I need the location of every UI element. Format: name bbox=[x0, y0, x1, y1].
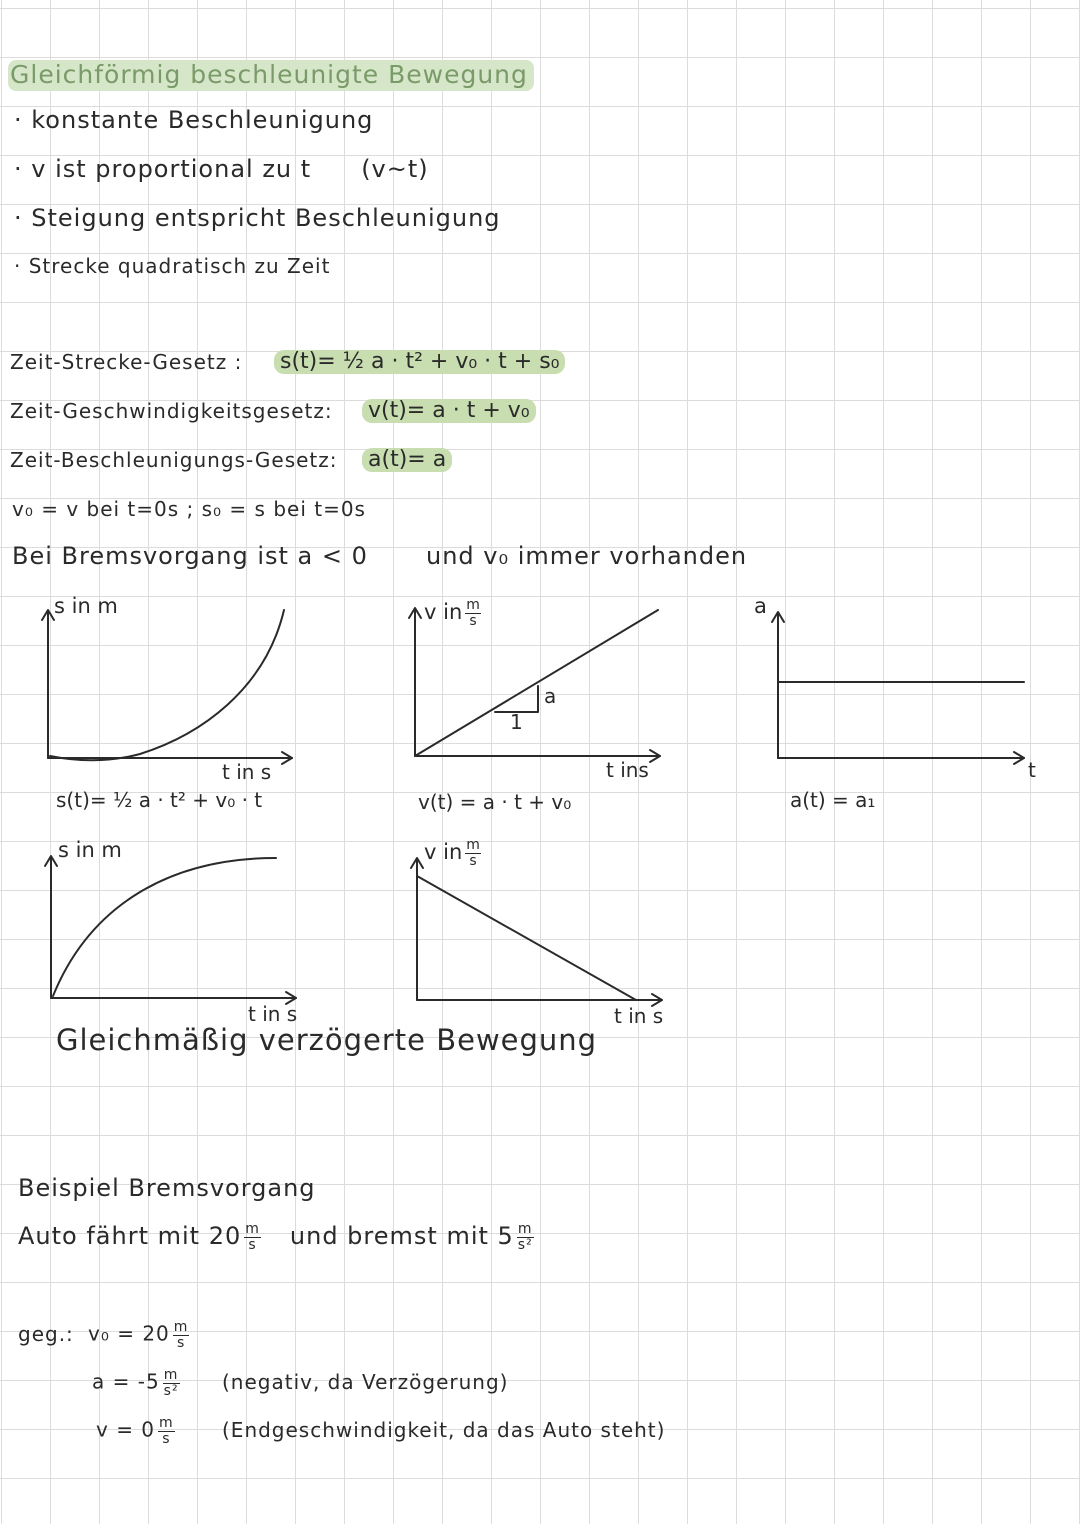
graph2-ylabel: v in $\frac{m}{s}$ bbox=[424, 597, 480, 629]
given-note: (Endgeschwindigkeit, da das Auto steht) bbox=[222, 1418, 666, 1442]
initial-conditions: v₀ = v bei t=0s ; s₀ = s bei t=0s bbox=[12, 497, 366, 521]
law-name: Zeit-Geschwindigkeitsgesetz: bbox=[10, 399, 333, 423]
graph4-xlabel: t in s bbox=[248, 1002, 298, 1026]
bullet-text: v ist proportional zu t bbox=[31, 155, 312, 183]
slope-label: a bbox=[544, 684, 557, 708]
brake-note: Bei Bremsvorgang ist a < 0 bbox=[12, 542, 368, 570]
brake-note-2: und v₀ immer vorhanden bbox=[426, 542, 748, 570]
given-item: v = 0 $\frac{m}{s}$ bbox=[96, 1415, 174, 1447]
unit-fraction: $\frac{m}{\text{s²}}$ bbox=[163, 1367, 179, 1399]
page-title: Gleichförmig beschleunigte Bewegung bbox=[8, 60, 534, 91]
unit-fraction: $\frac{m}{\text{s²}}$ bbox=[517, 1221, 533, 1253]
graph1-ylabel: s in m bbox=[54, 594, 118, 618]
example-text: Auto fährt mit 20 $\frac{m}{s}$ und bremst mit 5 $\frac{m}{\text{s²}}$ bbox=[18, 1221, 533, 1253]
bullet-item: · Steigung entspricht Beschleunigung bbox=[14, 204, 501, 232]
law-formula: v(t)= a · t + v₀ bbox=[362, 399, 536, 423]
graph5-ylabel: v in $\frac{m}{s}$ bbox=[424, 837, 480, 869]
law-formula: a(t)= a bbox=[362, 448, 452, 472]
law-name: Zeit-Strecke-Gesetz : bbox=[10, 350, 243, 374]
law-formula: s(t)= ½ a · t² + v₀ · t + s₀ bbox=[274, 350, 565, 374]
graph2-xlabel: t ins bbox=[606, 758, 649, 782]
graph1-caption: s(t)= ½ a · t² + v₀ · t bbox=[56, 788, 263, 812]
graph3-ylabel: a bbox=[754, 594, 767, 618]
graph3-caption: a(t) = a₁ bbox=[790, 788, 876, 812]
bullet-item: · v ist proportional zu t (v~t) bbox=[14, 155, 429, 183]
law-name: Zeit-Beschleunigungs-Gesetz: bbox=[10, 448, 338, 472]
bullet-text: konstante Beschleunigung bbox=[31, 106, 374, 134]
example-title: Beispiel Bremsvorgang bbox=[18, 1174, 316, 1202]
graph4-ylabel: s in m bbox=[58, 838, 122, 862]
unit-fraction: $\frac{m}{s}$ bbox=[173, 1319, 189, 1351]
graph2-caption: v(t) = a · t + v₀ bbox=[418, 790, 572, 814]
graph1-xlabel: t in s bbox=[222, 760, 272, 784]
run-label: 1 bbox=[510, 710, 523, 734]
proportional-note: (v~t) bbox=[361, 155, 429, 183]
unit-fraction: $\frac{m}{s}$ bbox=[466, 837, 480, 869]
bullet-item: · Strecke quadratisch zu Zeit bbox=[14, 254, 331, 278]
given-label: geg.: bbox=[18, 1322, 74, 1346]
given-note: (negativ, da Verzögerung) bbox=[222, 1370, 509, 1394]
velocity-decel-line bbox=[417, 876, 636, 1000]
given-item: a = -5 $\frac{m}{\text{s²}}$ bbox=[92, 1367, 179, 1399]
unit-fraction: $\frac{m}{s}$ bbox=[159, 1415, 174, 1447]
graph3-xlabel: t bbox=[1028, 758, 1036, 782]
bullet-text: Strecke quadratisch zu Zeit bbox=[28, 254, 331, 278]
graph5-xlabel: t in s bbox=[614, 1004, 664, 1028]
unit-fraction: $\frac{m}{s}$ bbox=[245, 1221, 260, 1253]
bullet-item: · konstante Beschleunigung bbox=[14, 106, 374, 134]
unit-fraction: $\frac{m}{s}$ bbox=[466, 597, 480, 629]
section-title: Gleichmäßig verzögerte Bewegung bbox=[56, 1023, 598, 1057]
bullet-text: Steigung entspricht Beschleunigung bbox=[31, 204, 501, 232]
given-item: v₀ = 20 $\frac{m}{s}$ bbox=[88, 1319, 189, 1351]
